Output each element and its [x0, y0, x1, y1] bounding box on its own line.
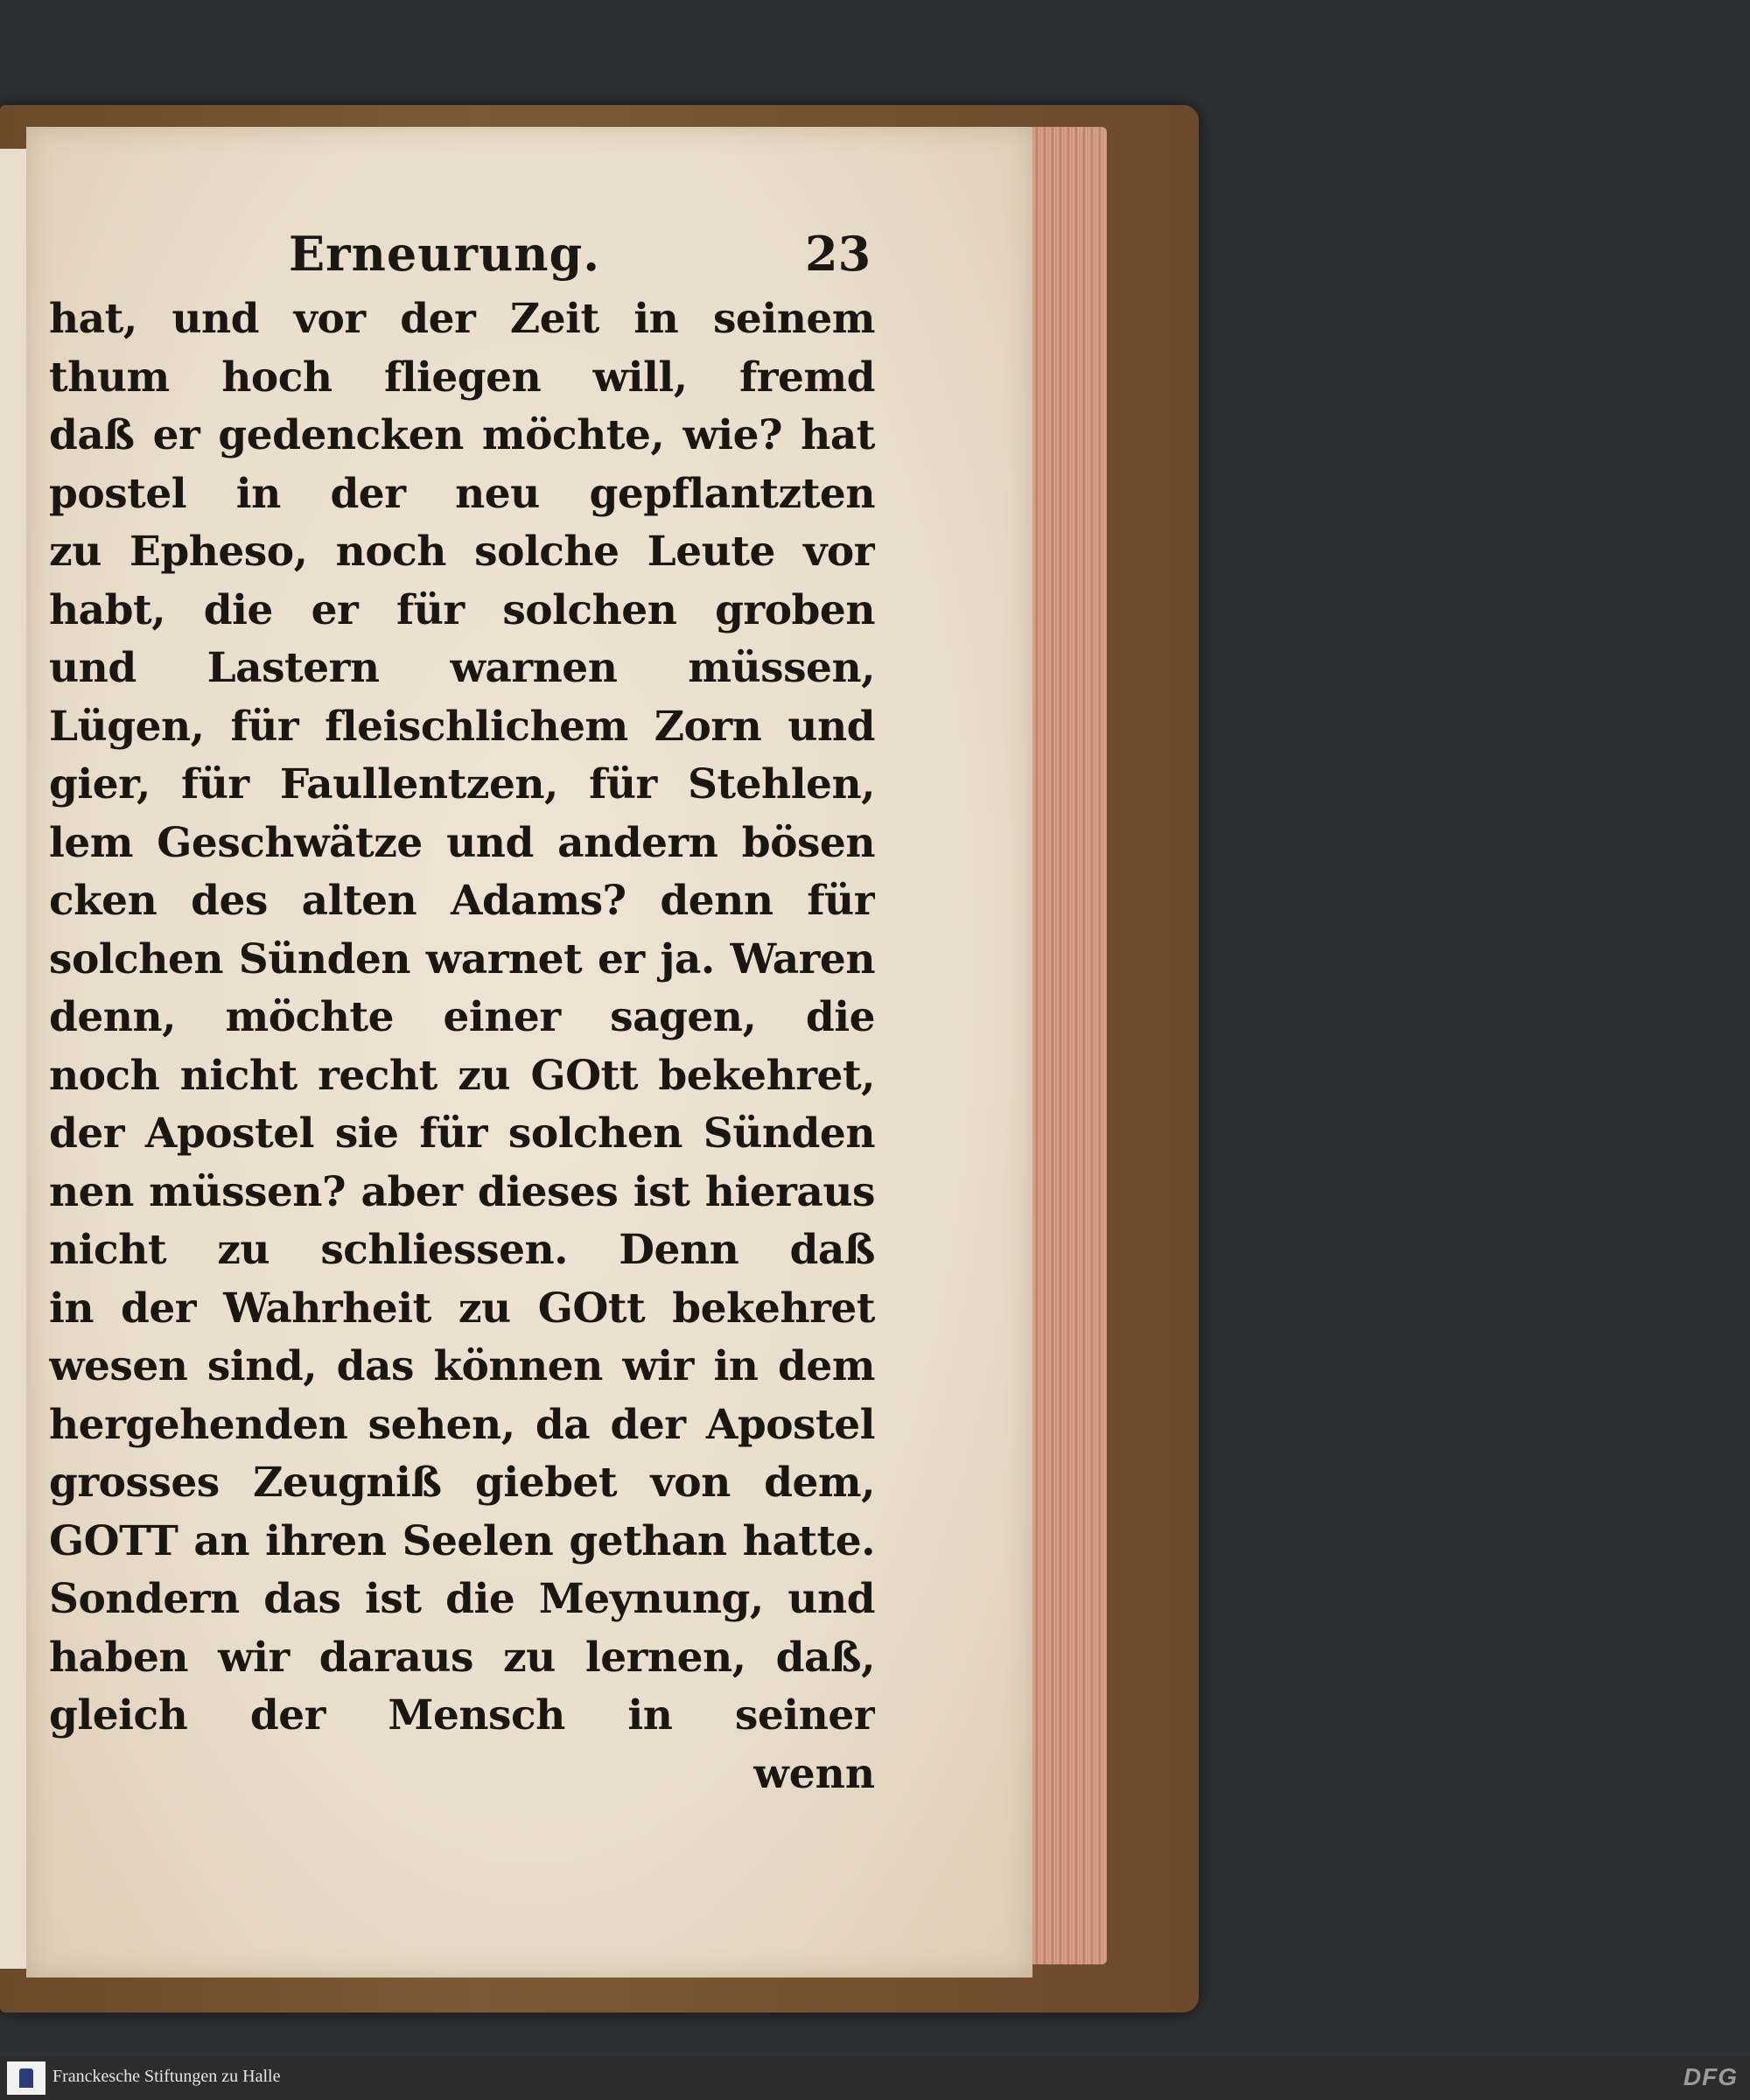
text-line: wesen sind, das können wir in dem: [49, 1342, 875, 1390]
text-line: lem Geschwätze und andern bösen: [49, 818, 875, 867]
text-line: noch nicht recht zu GOtt bekehret,: [49, 1051, 875, 1100]
text-line: nicht zu schliessen. Denn daß: [49, 1226, 875, 1274]
body-text: [49, 290, 875, 1803]
text-line: in der Wahrheit zu GOtt bekehret: [49, 1284, 875, 1333]
text-line: haben wir daraus zu lernen, daß,: [49, 1633, 875, 1682]
text-line: postel in der neu gepflantzten: [49, 469, 875, 518]
text-line: denn, möchte einer sagen, die: [49, 993, 875, 1041]
text-line: cken des alten Adams? denn für: [49, 877, 875, 925]
text-line: GOTT an ihren Seelen gethan hatte.: [49, 1516, 875, 1565]
left-page-edge: [0, 149, 30, 1969]
page-edges: [1024, 127, 1107, 1964]
catchword: wenn: [753, 1749, 875, 1798]
text-line: Lügen, für fleischlichem Zorn und: [49, 702, 875, 751]
text-line: habt, die er für solchen groben: [49, 585, 875, 634]
running-head-title: Erneurung.: [289, 226, 601, 282]
text-line: hergehenden sehen, da der Apostel: [49, 1400, 875, 1449]
institution-name[interactable]: Franckesche Stiftungen zu Halle: [52, 2067, 281, 2086]
logo-mark: [19, 2068, 33, 2088]
text-line: der Apostel sie für solchen Sünden: [49, 1110, 875, 1158]
text-line: thum hoch fliegen will, fremd: [49, 353, 875, 402]
text-line: und Lastern warnen müssen,: [49, 644, 875, 692]
text-line: hat, und vor der Zeit in seinem: [49, 295, 875, 343]
text-line: Sondern das ist die Meynung, und: [49, 1575, 875, 1623]
text-line: nen müssen? aber dieses ist hieraus: [49, 1167, 875, 1216]
text-line: gleich der Mensch in seiner: [49, 1691, 875, 1740]
text-line: solchen Sünden warnet er ja. Waren: [49, 934, 875, 984]
text-line: gier, für Faullentzen, für Stehlen,: [49, 760, 875, 808]
francke-foundations-logo-icon[interactable]: [7, 2062, 46, 2095]
text-line: daß er gedencken möchte, wie? hat: [49, 411, 875, 459]
text-line: zu Epheso, noch solche Leute vor: [49, 528, 875, 576]
viewer-footer: [0, 2056, 1750, 2100]
text-line: grosses Zeugniß giebet von dem,: [49, 1459, 875, 1507]
page-number: 23: [805, 226, 872, 282]
dfg-logo[interactable]: DFG: [1683, 2063, 1738, 2090]
running-head: [0, 226, 875, 287]
